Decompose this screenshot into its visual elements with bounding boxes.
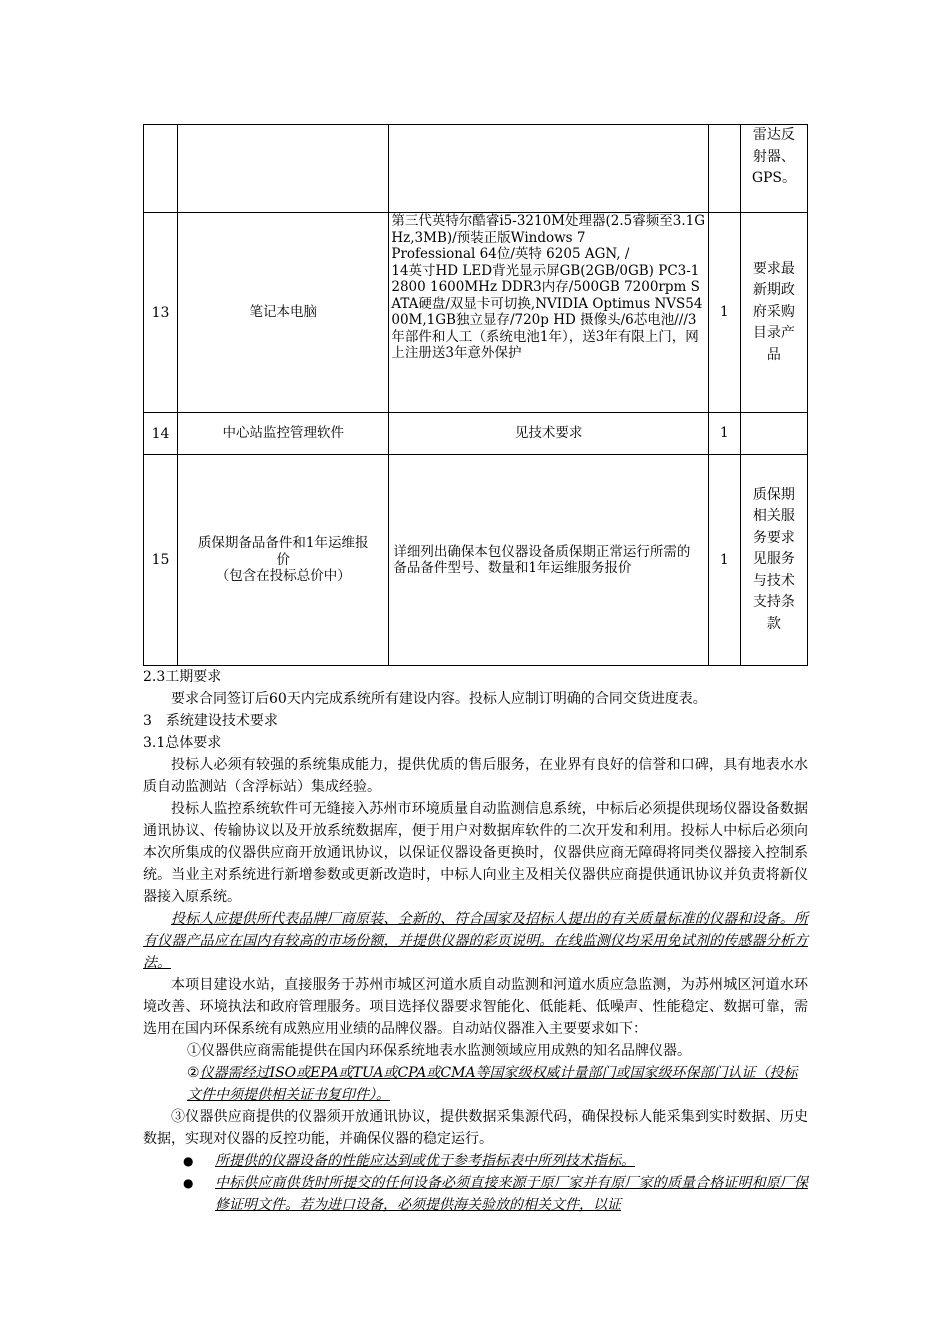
note-cell	[740, 125, 807, 213]
qty-cell	[708, 125, 740, 213]
paragraph-underlined: 投标人应提供所代表品牌厂商原装、全新的、符合国家及招标人提出的有关质量标准的仪器和设备。所有仪器产品应在国内有较高的市场份额，并提供仪器的彩页说明。在线监测仪均采用免试剂的传感器分析方法。	[143, 911, 808, 971]
bullet-item	[143, 1150, 808, 1172]
paragraph: 本项目建设水站，直接服务于苏州市城区河道水质自动监测和河道水质应急监测，为苏州城区河道水环境改善、环境执法和政府管理服务。项目选择仪器要求智能化、低能耗、低噪声、性能稳定、数据可靠，需选用在国内环保系统有成熟应用业绩的品牌仪器。自动站仪器准入主要要求如下：	[143, 977, 808, 1037]
note-text: 要求最新期政府采购目录产品	[752, 260, 795, 363]
bullet-icon: ●	[183, 1176, 194, 1190]
quantity: 1	[708, 455, 740, 666]
heading-3-1: 3.1总体要求	[143, 735, 222, 751]
requirement-item	[143, 1062, 808, 1106]
note-text: 雷达反射器、GPS。	[751, 127, 797, 186]
item-name: 中心站监控管理软件	[178, 413, 389, 455]
requirement-item: ③仪器供应商提供的仪器须开放通讯协议，提供数据采集源代码，确保投标人能采集到实时数据、历史数据，实现对仪器的反控功能，并确保仪器的稳定运行。	[143, 1109, 808, 1147]
requirement-item: ①仪器供应商需能提供在国内环保系统地表水监测领域应用成熟的知名品牌仪器。	[187, 1043, 691, 1059]
bullet-text: 中标供应商供货时所提交的任何设备必须直接来源于原厂家并有原厂家的质量合格证明和原厂保修证明文件。若为进口设备，必须提供海关验放的相关文件，以证	[215, 1175, 808, 1213]
bullet-item	[143, 1172, 808, 1216]
row-number: 14	[151, 425, 170, 442]
item-name-cell	[178, 125, 389, 213]
bullet-icon: ●	[183, 1154, 194, 1168]
paragraph: 要求合同签订后60天内完成系统所有建设内容。投标人应制订明确的合同交货进度表。	[171, 691, 707, 707]
note-text: 质保期相关服务要求见服务与技术支持条款	[752, 486, 795, 632]
item-name: 笔记本电脑	[178, 213, 389, 413]
item-name: 质保期备品备件和1年运维报价	[197, 535, 369, 568]
item-marker: ②	[187, 1065, 200, 1081]
spec-cell	[389, 125, 708, 213]
bullet-text: 所提供的仪器设备的性能应达到或优于参考指标表中所列技术指标。	[215, 1153, 635, 1169]
note-cell	[740, 213, 807, 413]
item-name-note: （包含在投标总价中）	[215, 568, 351, 585]
note-cell	[740, 413, 807, 455]
table-row	[144, 413, 808, 455]
note-cell	[740, 455, 807, 666]
body-text	[143, 666, 808, 1216]
table-row	[144, 213, 808, 413]
document-page	[143, 124, 808, 1216]
row-number-cell	[144, 413, 178, 455]
equipment-table	[143, 124, 808, 666]
paragraph: 投标人监控系统软件可无缝接入苏州市环境质量自动监测信息系统，中标后必须提供现场仪器设备数据通讯协议、传输协议以及开放系统数据库，便于用户对数据库软件的二次开发和利用。投标人中标后必须向本次所集成的仪器供应商开放通讯协议，以保证仪器设备更换时，仪器供应商无障碍将同类仪器接入控制系统。当业主对系统进行新增参数或更新改造时，中标人向业主及相关仪器供应商提供通讯协议并负责将新仪器接入原系统。	[143, 801, 808, 905]
table-row	[144, 125, 808, 213]
spec-text: 详细列出确保本包仪器设备质保期正常运行所需的备品备件型号、数量和1年运维服务报价	[389, 455, 708, 666]
spec-text: 见技术要求	[389, 413, 708, 455]
heading-3: 3 系统建设技术要求	[143, 713, 278, 729]
row-number-cell	[144, 455, 178, 666]
item-name-cell	[178, 455, 389, 666]
spec-text: 第三代英特尔酷睿i5-3210M处理器(2.5睿频至3.1GHz,3MB)/预装正版Windows 7 Professional 64位/英特 6205 AGN, / 14英寸HD LED背光显示屏GB(2GB/0GB) PC3-12800 1600MHz DDR3内存/500GB 7200rpm SATA硬盘/双显卡可切换,NVIDIA Optimus NVS5400M,1GB独立显存/720p HD 摄像头/6芯电池///3年部件和人工（系统电池1年），送3年有限上门，网上注册送3年意外保护	[389, 213, 708, 413]
quantity: 1	[708, 413, 740, 455]
row-number-cell	[144, 125, 178, 213]
table-row	[144, 455, 808, 666]
row-number: 15	[151, 552, 170, 568]
requirement-text: 仪器需经过ISO或EPA或TUA或CPA或CMA等国家级权威计量部门或国家级环保部门认证（投标文件中须提供相关证书复印件）。	[187, 1065, 798, 1103]
row-number: 13	[151, 304, 170, 321]
heading-2-3: 2.3工期要求	[143, 669, 222, 685]
paragraph: 投标人必须有较强的系统集成能力，提供优质的售后服务，在业界有良好的信誉和口碑，具有地表水水质自动监测站（含浮标站）集成经验。	[143, 757, 808, 795]
quantity: 1	[708, 213, 740, 413]
row-number-cell	[144, 213, 178, 413]
